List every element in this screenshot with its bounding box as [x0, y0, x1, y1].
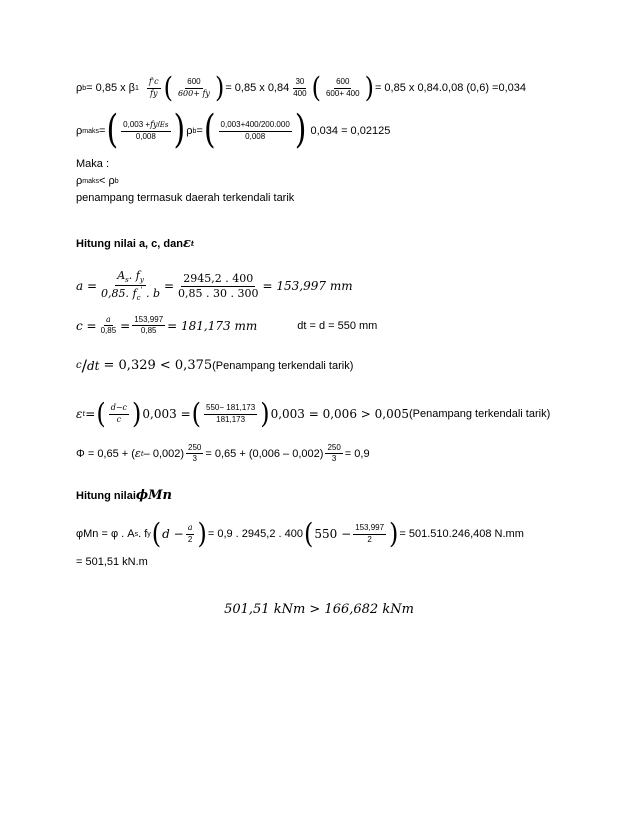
text: Hitung nilai a, c, dan [76, 237, 183, 250]
text: φMn = φ . A [76, 528, 135, 540]
text: = 0,9 [344, 447, 370, 460]
numerator: 200.000 [260, 120, 290, 130]
numerator: 250 [325, 444, 342, 454]
denominator: . b [142, 287, 160, 301]
paren: ( [203, 107, 216, 154]
text: = 153,997 mm [262, 279, 353, 294]
rho-maks-equation [76, 107, 391, 154]
text: = 0,65 + (0,006 – 0,002) [205, 447, 324, 460]
denominator: 0,85. f [101, 287, 137, 301]
numerator: 2945,2 . 400 [183, 272, 254, 286]
text: = 0,85 x 0,84 [225, 82, 290, 94]
subscript: maks [82, 177, 99, 185]
numerator: 600 [334, 78, 351, 88]
text: a = [76, 279, 98, 294]
fraction [291, 78, 308, 98]
text: d − [162, 527, 184, 541]
fraction [176, 78, 212, 98]
subscript: t [190, 239, 195, 248]
text: dt = d = 550 mm [297, 319, 378, 332]
denominator: 0,85 [100, 326, 117, 336]
text: < ρ [99, 175, 115, 187]
numerator: 0,003 + [123, 120, 151, 130]
denominator: c [116, 414, 122, 424]
equation-epsilon-t [76, 397, 551, 431]
subscript: s [134, 530, 139, 538]
numerator: a [186, 524, 195, 534]
paren: ( [303, 517, 314, 551]
text: = 181,173 mm [167, 318, 258, 333]
fraction [109, 404, 129, 424]
rho-symbol: ρ [186, 125, 193, 137]
text: – 0,002) [143, 447, 185, 460]
text: dt [87, 358, 100, 373]
rho-symbol: ρ [76, 82, 83, 94]
text: c [76, 360, 82, 371]
denominator: 2 [367, 534, 372, 544]
numerator: 550− 181,173 [204, 404, 257, 414]
rho-symbol: ρ [76, 125, 83, 137]
paren: ( [106, 107, 119, 154]
text: = 0,85 x 0,84.0,08 (0,6) =0,034 [374, 82, 526, 94]
text: Hitung nilai [76, 489, 136, 502]
paren: ) [214, 71, 225, 105]
text: 0,003 = 0,006 > 0,005 [270, 407, 409, 421]
numerator: 30 [293, 78, 306, 88]
text: 501,51 kNm > 166,682 kNm [224, 602, 414, 617]
epsilon-symbol: ε [76, 407, 83, 421]
text: 0,034 = 0,02125 [310, 125, 391, 137]
text: = 0,329 < 0,375 [103, 358, 213, 373]
text: (Penampang terkendali tarik) [212, 359, 354, 372]
rho-b-equation [76, 71, 526, 105]
paren: ) [389, 517, 399, 551]
paren: ( [191, 397, 202, 431]
fraction [99, 270, 162, 303]
numerator: a [104, 316, 113, 326]
text: = [196, 125, 203, 137]
fraction [353, 524, 386, 544]
fraction [147, 78, 161, 98]
phi-mn-symbol: ϕMn [135, 488, 172, 503]
subscript: maks [82, 127, 99, 135]
fraction [325, 444, 342, 464]
epsilon-symbol: ε [182, 236, 191, 251]
superscript: ' [140, 286, 143, 295]
fraction [176, 273, 260, 299]
text: = 0,85 x β [86, 82, 136, 94]
numerator: fy [150, 120, 158, 130]
text: . f [138, 528, 148, 540]
denominator: 0,008 [245, 131, 266, 141]
maka-label [76, 158, 109, 170]
paren: ) [364, 71, 374, 105]
text: = [85, 407, 96, 421]
subscript: 1 [135, 84, 139, 92]
equation-phi [76, 444, 370, 464]
equation-c [76, 316, 377, 336]
denominator: 2 [187, 534, 193, 544]
paren: ) [132, 397, 142, 431]
text: = [99, 125, 106, 137]
numerator: A [117, 269, 126, 282]
subscript: c [136, 294, 141, 303]
subscript: t [140, 449, 144, 458]
text: = [163, 279, 175, 294]
paren: ( [311, 71, 321, 105]
equation-a [76, 270, 353, 303]
denominator: 0,85 . 30 . 300 [178, 286, 259, 300]
numerator: 153,997 [353, 524, 386, 534]
subscript: b [192, 127, 197, 135]
fraction [324, 78, 362, 98]
denominator: 400 [293, 88, 307, 98]
denominator: 3 [331, 454, 337, 464]
final-comparison [0, 602, 638, 617]
text: Maka : [76, 158, 110, 170]
paren: ( [96, 397, 106, 431]
numerator: 250 [186, 444, 203, 454]
subscript: t [82, 410, 86, 418]
subscript: y [139, 276, 144, 284]
heading-hitung-mn [76, 488, 172, 503]
numerator: d−c [109, 404, 129, 414]
epsilon-symbol: ε [134, 447, 141, 461]
fraction: $\frac{0,003+400/200.000}{0,008}$ [220, 120, 290, 141]
numerator: 0,003+ [220, 120, 246, 130]
denominator: 0,85 [140, 326, 157, 336]
subscript: b [82, 84, 87, 92]
heading-hitung-a-c [76, 236, 194, 251]
text: 0,003 = [142, 407, 191, 421]
denominator: 181,173 [216, 414, 246, 424]
paren: ) [197, 517, 207, 551]
paren: ) [173, 107, 186, 154]
fraction: $\frac{0,003 +fy/Es}{0,008}$ [123, 120, 169, 141]
paren: ( [151, 517, 162, 551]
numerator: 153,997 [132, 316, 165, 326]
fraction [204, 404, 257, 424]
denominator: 600+ 400 [325, 88, 360, 98]
paren: ) [294, 107, 307, 154]
equation-phi-mn [76, 517, 524, 551]
rho-symbol: ρ [76, 175, 83, 187]
numerator: f'c [147, 78, 161, 88]
text: 550 − [314, 527, 352, 541]
text: c = [76, 318, 97, 333]
numerator: 400 [245, 120, 259, 130]
text: = 501,51 kN.m [76, 556, 148, 568]
denominator: 3 [192, 454, 197, 464]
numerator: 600 [185, 78, 202, 88]
paren: ( [163, 71, 173, 105]
text: Φ = 0,65 + ( [76, 447, 135, 460]
subscript: s [125, 276, 129, 284]
fraction [186, 444, 203, 464]
denominator: 0,008 [135, 131, 156, 141]
text: = 0,9 . 2945,2 . 400 [207, 528, 303, 540]
numerator: . f [128, 269, 140, 282]
subscript: y [147, 530, 151, 538]
denominator: 600+ fy [177, 88, 210, 98]
result-kn-m [76, 556, 148, 568]
paren: ) [260, 397, 270, 431]
fraction [132, 316, 165, 336]
equation-c-dt: c / dt = 0,329 < 0,375 (Penampang terkendali tarik) [76, 356, 354, 375]
penampang-text [76, 192, 294, 204]
rho-comparison [76, 175, 119, 187]
denominator: fy [150, 88, 158, 98]
fraction [99, 316, 119, 336]
subscript: b [114, 177, 119, 185]
text: penampang termasuk daerah terkendali tarik [76, 192, 295, 204]
text: = [120, 318, 131, 333]
text: (Penampang terkendali tarik) [409, 408, 551, 420]
text: = 501.510.246,408 N.mm [399, 528, 524, 540]
fraction [186, 524, 195, 544]
numerator: Es [159, 121, 169, 130]
